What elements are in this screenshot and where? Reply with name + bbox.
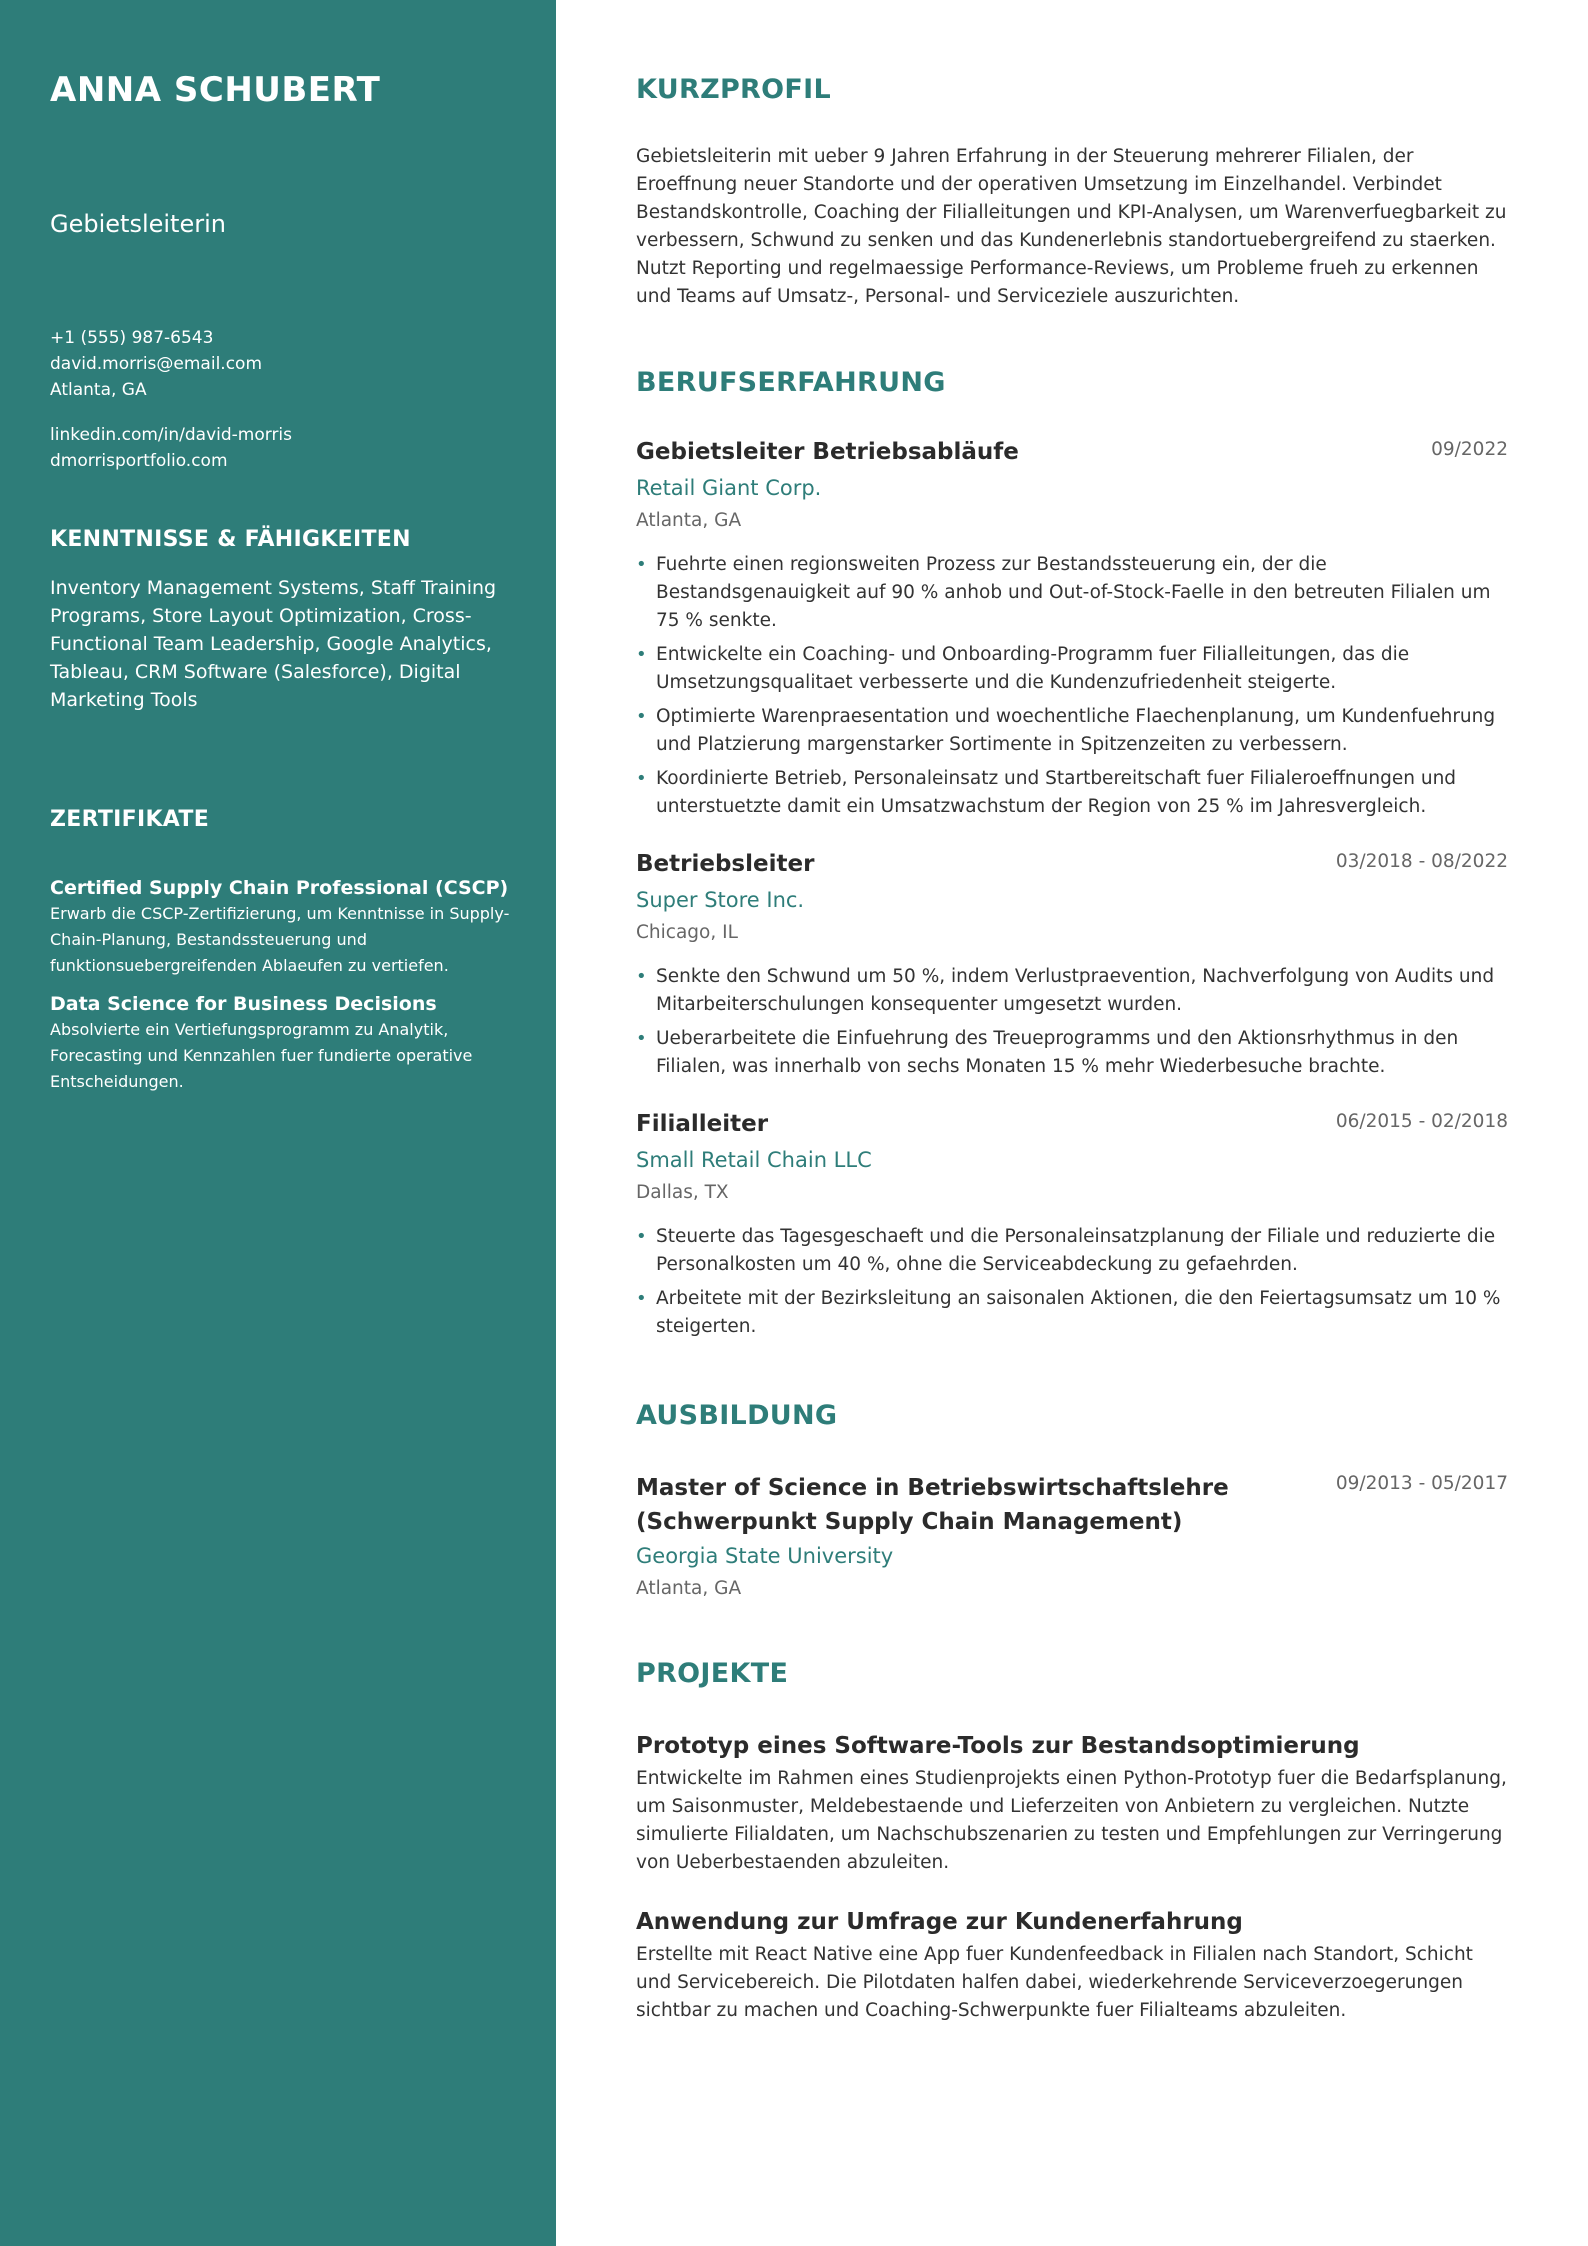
job-entry <box>636 1109 1508 1347</box>
bullet-item <box>636 1223 1508 1279</box>
job-title: Gebietsleiter Betriebsabläufe <box>636 439 1019 465</box>
bullet-dot-icon: • <box>636 644 647 665</box>
experience-heading: BERUFSERFAHRUNG <box>636 367 946 398</box>
candidate-name: ANNA SCHUBERT <box>50 70 381 110</box>
bullet-dot-icon: • <box>636 554 647 575</box>
education-entry <box>636 1471 1508 1603</box>
job-title: Filialleiter <box>636 1111 769 1137</box>
linkedin-link[interactable]: linkedin.com/in/david-morris <box>50 425 293 445</box>
school-name: Georgia State University <box>636 1544 894 1568</box>
bullet-item <box>636 963 1508 1019</box>
sidebar <box>0 0 556 2246</box>
job-bullets <box>636 1223 1508 1341</box>
job-bullets <box>636 551 1508 821</box>
location: Atlanta, GA <box>50 380 147 400</box>
bullet-dot-icon: • <box>636 706 647 727</box>
education-heading: AUSBILDUNG <box>636 1400 838 1431</box>
school-location: Atlanta, GA <box>636 1578 742 1599</box>
bullet-text: Steuerte das Tagesgeschaeft und die Personaleinsatzplanung der Filiale und reduzierte die Personalkosten um 40 %, ohne die Serviceabdeckung zu gefaehrden. <box>656 1226 1496 1275</box>
certificate-title: Certified Supply Chain Professional (CSCP) <box>50 877 509 899</box>
project-title: Prototyp eines Software-Tools zur Bestandsoptimierung <box>636 1733 1360 1759</box>
bullet-dot-icon: • <box>636 1226 647 1247</box>
project-title: Anwendung zur Umfrage zur Kundenerfahrung <box>636 1909 1243 1935</box>
projects-heading: PROJEKTE <box>636 1658 789 1689</box>
certificates-heading: ZERTIFIKATE <box>50 807 210 832</box>
job-title: Betriebsleiter <box>636 851 815 877</box>
bullet-item <box>636 1285 1508 1341</box>
bullet-text: Fuehrte einen regionsweiten Prozess zur Bestandssteuerung ein, der die Bestandsgenauigkeit auf 90 % anhob und Out-of-Stock-Faelle in den betreuten Filialen um 75 % senkte. <box>656 554 1491 631</box>
degree-title: Master of Science in Betriebswirtschaftslehre (Schwerpunkt Supply Chain Management) <box>636 1475 1229 1535</box>
project-entry <box>636 1907 1508 2025</box>
certificates-list <box>50 875 520 1107</box>
bullet-text: Koordinierte Betrieb, Personaleinsatz und Startbereitschaft fuer Filialeroeffnungen und unterstuetzte damit ein Umsatzwachstum der Region von 25 % im Jahresvergleich. <box>656 768 1457 817</box>
certificate-item <box>50 875 520 979</box>
job-date: 09/2022 <box>1431 439 1508 460</box>
job-company: Super Store Inc. <box>636 888 805 912</box>
portfolio-link[interactable]: dmorrisportfolio.com <box>50 451 228 471</box>
bullet-text: Entwickelte ein Coaching- und Onboarding-Programm fuer Filialleitungen, das die Umsetzungsqualitaet verbesserte und die Kundenzufriedenheit steigerte. <box>656 644 1410 693</box>
summary-text: Gebietsleiterin mit ueber 9 Jahren Erfahrung in der Steuerung mehrerer Filialen, der Eroeffnung neuer Standorte und der operativen Umsetzung im Einzelhandel. Verbindet Bestandskontrolle, Coaching der Filialleitungen und KPI-Analysen, um Warenverfuegbarkeit zu verbessern, Schwund zu senken und das Kundenerlebnis standortuebergreifend zu staerken. Nutzt Reporting und regelmaessige Performance-Reviews, um Probleme frueh zu erkennen und Teams auf Umsatz-, Personal- und Serviceziele auszurichten. <box>636 146 1507 307</box>
bullet-item <box>636 641 1508 697</box>
skills-heading: KENNTNISSE & FÄHIGKEITEN <box>50 527 411 552</box>
bullet-dot-icon: • <box>636 1028 647 1049</box>
bullet-text: Senkte den Schwund um 50 %, indem Verlustpraevention, Nachverfolgung von Audits und Mitarbeiterschulungen konsequenter umgesetzt wurden. <box>656 966 1495 1015</box>
education-date: 09/2013 - 05/2017 <box>1335 1473 1508 1494</box>
summary-heading: KURZPROFIL <box>636 74 831 105</box>
job-company: Retail Giant Corp. <box>636 476 822 500</box>
skills-text: Inventory Management Systems, Staff Training Programs, Store Layout Optimization, Cross-Functional Team Leadership, Google Analytics, Tableau, CRM Software (Salesforce), Digital Marketing Tools <box>50 577 497 711</box>
bullet-text: Arbeitete mit der Bezirksleitung an saisonalen Aktionen, die den Feiertagsumsatz um 10 % steigerten. <box>656 1288 1501 1337</box>
project-description: Erstellte mit React Native eine App fuer Kundenfeedback in Filialen nach Standort, Schicht und Servicebereich. Die Pilotdaten halfen dabei, wiederkehrende Serviceverzoegerungen sichtbar zu machen und Coaching-Schwerpunkte fuer Filialteams abzuleiten. <box>636 1944 1473 2021</box>
phone-number: +1 (555) 987-6543 <box>50 328 214 348</box>
bullet-dot-icon: • <box>636 966 647 987</box>
bullet-text: Optimierte Warenpraesentation und woechentliche Flaechenplanung, um Kundenfuehrung und Platzierung margenstarker Sortimente in Spitzenzeiten zu verbessern. <box>656 706 1496 755</box>
project-entry <box>636 1731 1508 1877</box>
certificate-description: Erwarb die CSCP-Zertifizierung, um Kenntnisse in Supply-Chain-Planung, Bestandssteuerung und funktionsuebergreifenden Ablaeufen zu vertiefen. <box>50 904 510 975</box>
email-address: david.morris@email.com <box>50 354 263 374</box>
certificate-description: Absolvierte ein Vertiefungsprogramm zu Analytik, Forecasting und Kennzahlen fuer fundierte operative Entscheidungen. <box>50 1020 473 1091</box>
bullet-item <box>636 703 1508 759</box>
candidate-title: Gebietsleiterin <box>50 210 226 238</box>
job-bullets <box>636 963 1508 1081</box>
job-entry <box>636 437 1508 827</box>
bullet-item <box>636 765 1508 821</box>
bullet-dot-icon: • <box>636 768 647 789</box>
contact-block <box>50 325 262 403</box>
job-location: Chicago, IL <box>636 922 738 943</box>
job-location: Dallas, TX <box>636 1182 729 1203</box>
job-date: 03/2018 - 08/2022 <box>1335 851 1508 872</box>
bullet-item <box>636 1025 1508 1081</box>
job-date: 06/2015 - 02/2018 <box>1335 1111 1508 1132</box>
bullet-dot-icon: • <box>636 1288 647 1309</box>
job-company: Small Retail Chain LLC <box>636 1148 872 1172</box>
project-description: Entwickelte im Rahmen eines Studienprojekts einen Python-Prototyp fuer die Bedarfsplanung, um Saisonmuster, Meldebestaende und Lieferzeiten von Anbietern zu vergleichen. Nutzte simulierte Filialdaten, um Nachschubszenarien zu testen und Empfehlungen zur Verringerung von Ueberbestaenden abzuleiten. <box>636 1768 1507 1873</box>
certificate-item <box>50 991 520 1095</box>
job-entry <box>636 849 1508 1087</box>
main-content <box>556 0 1588 2246</box>
certificate-title: Data Science for Business Decisions <box>50 993 437 1015</box>
bullet-text: Ueberarbeitete die Einfuehrung des Treueprogramms und den Aktionsrhythmus in den Filialen, was innerhalb von sechs Monaten 15 % mehr Wiederbesuche brachte. <box>656 1028 1459 1077</box>
links-block <box>50 422 292 474</box>
bullet-item <box>636 551 1508 635</box>
job-location: Atlanta, GA <box>636 510 742 531</box>
